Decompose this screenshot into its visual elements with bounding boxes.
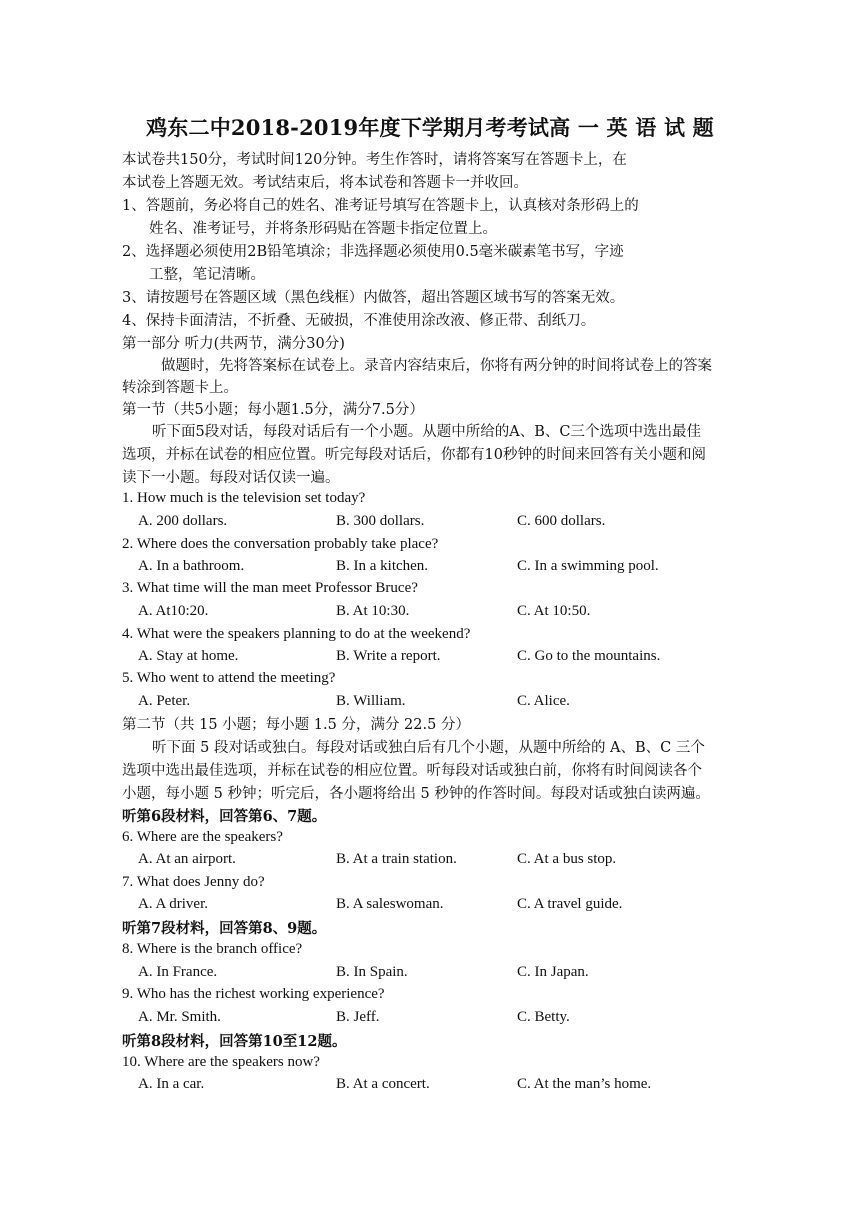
- question-8-option-a: A. In France.: [138, 964, 218, 980]
- question-1-option-b: B. 300 dollars.: [336, 513, 425, 529]
- question-8: 8. Where is the branch office?: [122, 941, 303, 957]
- rule-4: 4、保持卡面清洁，不折叠、无破损，不准使用涂改液、修正带、刮纸刀。: [122, 313, 596, 329]
- rule-1-line-2: 姓名、准考证号，并将条形码贴在答题卡指定位置上。: [149, 221, 497, 237]
- rule-3: 3、请按题号在答题区域（黑色线框）内做答，超出答题区域书写的答案无效。: [122, 290, 625, 306]
- question-2-option-b: B. In a kitchen.: [336, 558, 429, 574]
- question-4-option-a: A. Stay at home.: [138, 648, 239, 664]
- question-5-option-c: C. Alice.: [517, 693, 570, 709]
- question-5: 5. Who went to attend the meeting?: [122, 670, 336, 686]
- question-10-option-b: B. At a concert.: [336, 1076, 430, 1092]
- question-3-option-c: C. At 10:50.: [517, 603, 591, 619]
- question-2-option-c: C. In a swimming pool.: [517, 558, 659, 574]
- section-2-instruction-2: 选项中选出最佳选项，并标在试卷的相应位置。听每段对话或独白前，你将有时间阅读各个: [122, 763, 702, 779]
- rule-2-line-2: 工整，笔记清晰。: [149, 267, 265, 283]
- question-7-option-b: B. A saleswoman.: [336, 896, 444, 912]
- question-3: 3. What time will the man meet Professor Bruce?: [122, 580, 418, 596]
- question-7: 7. What does Jenny do?: [122, 874, 265, 890]
- question-6-option-b: B. At a train station.: [336, 851, 457, 867]
- question-9-option-c: C. Betty.: [517, 1009, 570, 1025]
- material-7-heading: 听第7段材料，回答第8、9题。: [122, 920, 327, 937]
- section-1-instruction-3: 读下一小题。每段对话仅读一遍。: [122, 470, 340, 486]
- question-5-option-b: B. William.: [336, 693, 406, 709]
- question-2-option-a: A. In a bathroom.: [138, 558, 245, 574]
- question-10-option-c: C. At the man’s home.: [517, 1076, 652, 1092]
- question-8-option-b: B. In Spain.: [336, 964, 408, 980]
- question-7-option-c: C. A travel guide.: [517, 896, 623, 912]
- part-1-heading: 第一部分 听力(共两节，满分30分): [122, 336, 345, 352]
- material-8-heading: 听第8段材料，回答第10至12题。: [122, 1033, 347, 1050]
- question-4: 4. What were the speakers planning to do at the weekend?: [122, 626, 471, 642]
- question-6-option-a: A. At an airport.: [138, 851, 236, 867]
- exam-title: 鸡东二中2018-2019年度下学期月考考试高 一 英 语 试 题: [146, 115, 714, 140]
- question-6: 6. Where are the speakers?: [122, 829, 283, 845]
- section-1-heading: 第一节（共5小题；每小题1.5分，满分7.5分）: [122, 402, 424, 418]
- question-1-option-c: C. 600 dollars.: [517, 513, 606, 529]
- section-2-instruction-1: 听下面 5 段对话或独白。每段对话或独白后有几个小题，从题中所给的 A、B、C 三个: [152, 740, 705, 756]
- question-9-option-a: A. Mr. Smith.: [138, 1009, 221, 1025]
- question-4-option-c: C. Go to the mountains.: [517, 648, 661, 664]
- section-2-instruction-3: 小题，每小题 5 秒钟；听完后，各小题将给出 5 秒钟的作答时间。每段对话或独白读两遍。: [122, 786, 710, 802]
- question-9: 9. Who has the richest working experience?: [122, 986, 385, 1002]
- question-9-option-b: B. Jeff.: [336, 1009, 380, 1025]
- question-1: 1. How much is the television set today?: [122, 490, 366, 506]
- question-3-option-a: A. At10:20.: [138, 603, 209, 619]
- section-1-instruction-1: 听下面5段对话，每段对话后有一个小题。从题中所给的A、B、C三个选项中选出最佳: [152, 424, 701, 440]
- question-6-option-c: C. At a bus stop.: [517, 851, 617, 867]
- intro-line-2: 本试卷上答题无效。考试结束后，将本试卷和答题卡一并收回。: [122, 175, 528, 191]
- question-5-option-a: A. Peter.: [138, 693, 191, 709]
- question-8-option-c: C. In Japan.: [517, 964, 589, 980]
- question-7-option-a: A. A driver.: [138, 896, 208, 912]
- intro-line-1: 本试卷共150分，考试时间120分钟。考生作答时，请将答案写在答题卡上，在: [122, 152, 627, 168]
- question-3-option-b: B. At 10:30.: [336, 603, 410, 619]
- question-2: 2. Where does the conversation probably take place?: [122, 536, 439, 552]
- part-1-instruction-2: 转涂到答题卡上。: [122, 380, 238, 396]
- section-1-instruction-2: 选项，并标在试卷的相应位置。听完每段对话后，你都有10秒钟的时间来回答有关小题和阅: [122, 447, 706, 463]
- part-1-instruction-1: 做题时，先将答案标在试卷上。录音内容结束后，你将有两分钟的时间将试卷上的答案: [161, 358, 712, 374]
- rule-1-line-1: 1、答题前，务必将自己的姓名、准考证号填写在答题卡上，认真核对条形码上的: [122, 198, 639, 214]
- question-10: 10. Where are the speakers now?: [122, 1054, 320, 1070]
- rule-2-line-1: 2、选择题必须使用2B铅笔填涂；非选择题必须使用0.5毫米碳素笔书写，字迹: [122, 244, 624, 260]
- question-1-option-a: A. 200 dollars.: [138, 513, 228, 529]
- material-6-heading: 听第6段材料，回答第6、7题。: [122, 808, 327, 825]
- section-2-heading: 第二节（共 15 小题；每小题 1.5 分，满分 22.5 分）: [122, 717, 470, 733]
- question-10-option-a: A. In a car.: [138, 1076, 205, 1092]
- question-4-option-b: B. Write a report.: [336, 648, 441, 664]
